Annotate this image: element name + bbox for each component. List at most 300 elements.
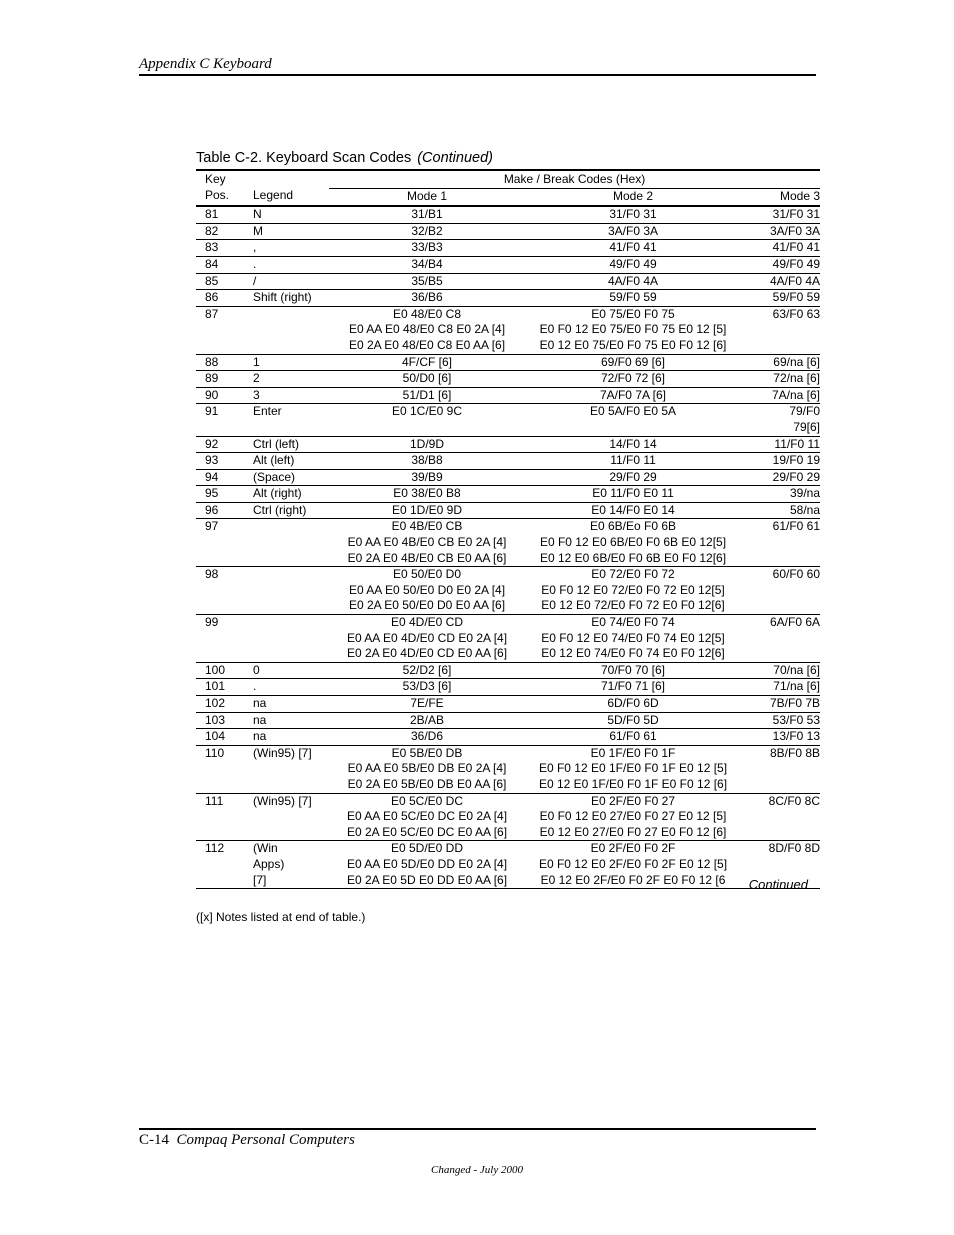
table-row — [196, 712, 820, 729]
key-position-cell: 88 — [196, 354, 253, 371]
mode1-line: E0 50/E0 D0 — [392, 567, 462, 582]
mode1-cell — [329, 696, 525, 713]
mode1-cell — [329, 223, 525, 240]
mode1-cell — [329, 729, 525, 746]
mode3-cell — [741, 745, 820, 793]
mode3-cell — [741, 436, 820, 453]
key-position-cell: 81 — [196, 206, 253, 223]
mode1-line: E0 AA E0 50/E0 D0 E0 2A [4] — [348, 582, 506, 597]
mode1-cell — [329, 290, 525, 307]
mode2-line: E0 F0 12 E0 72/E0 F0 72 E0 12[5] — [541, 582, 725, 597]
mode2-line: 14/F0 14 — [609, 436, 657, 451]
key-position-cell: 82 — [196, 223, 253, 240]
legend-line — [253, 567, 329, 583]
mode2-cell — [525, 502, 741, 519]
legend-cell — [253, 306, 329, 354]
mode3-cell — [741, 469, 820, 486]
table-row — [196, 567, 820, 615]
mode3-line: 63/F0 63 — [772, 306, 821, 321]
legend-line — [253, 519, 329, 535]
mode2-cell — [525, 223, 741, 240]
mode1-line: E0 2A E0 4B/E0 CB E0 AA [6] — [347, 550, 507, 565]
mode2-cell — [525, 436, 741, 453]
col-mode1: Mode 1 — [329, 188, 525, 206]
mode1-cell — [329, 371, 525, 388]
table-caption-text: . Keyboard Scan Codes — [258, 150, 412, 166]
mode3-line: 31/F0 31 — [772, 207, 821, 222]
mode1-line: E0 5C/E0 DC — [390, 793, 464, 808]
mode3-line: 39/na — [789, 486, 821, 501]
mode2-line: E0 F0 12 E0 2F/E0 F0 2F E0 12 [5] — [538, 856, 728, 871]
mode2-line: E0 74/E0 F0 74 — [591, 615, 675, 630]
mode1-line: 36/B6 — [411, 290, 443, 305]
mode1-cell — [329, 502, 525, 519]
table-notes: ([x] Notes listed at end of table.) — [196, 910, 366, 924]
mode1-line: E0 1D/E0 9D — [391, 502, 463, 517]
legend-cell — [253, 615, 329, 663]
legend-line: M — [253, 223, 263, 238]
mode1-line: E0 2A E0 48/E0 C8 E0 AA [6] — [348, 337, 506, 352]
legend-line: (Win95) [7] — [253, 793, 312, 808]
table-row — [196, 453, 820, 470]
legend-line: Ctrl (right) — [253, 502, 307, 517]
mode1-line: E0 AA E0 48/E0 C8 E0 2A [4] — [348, 322, 506, 337]
mode3-line: 29/F0 29 — [772, 469, 821, 484]
mode1-line: E0 2A E0 5D E0 DD E0 AA [6] — [346, 872, 508, 887]
key-position-cell: 111 — [196, 793, 253, 841]
col-key-bottom: Pos. — [196, 188, 253, 206]
mode1-line: 32/B2 — [411, 223, 443, 238]
table-row — [196, 206, 820, 223]
mode1-cell — [329, 256, 525, 273]
mode2-line: 6D/F0 6D — [607, 696, 659, 710]
col-legend: Legend — [253, 188, 329, 206]
legend-line: N — [253, 207, 262, 222]
mode3-cell — [741, 387, 820, 404]
legend-cell — [253, 387, 329, 404]
table-row — [196, 469, 820, 486]
mode2-line: E0 2F/E0 F0 2F — [590, 841, 676, 856]
mode3-line: 58/na — [789, 502, 821, 517]
legend-line: na — [253, 696, 267, 710]
key-position-cell: 86 — [196, 290, 253, 307]
mode2-line: E0 12 E0 75/E0 F0 75 E0 F0 12 [6] — [539, 337, 727, 352]
mode1-line: 7E/FE — [410, 696, 444, 710]
mode1-line: 4F/CF [6] — [401, 354, 452, 369]
mode1-cell — [329, 453, 525, 470]
legend-line: 2 — [253, 371, 260, 386]
table-row — [196, 502, 820, 519]
mode1-line: E0 38/E0 B8 — [393, 486, 461, 501]
mode3-cell — [741, 404, 820, 436]
mode1-line: E0 2A E0 5B/E0 DB E0 AA [6] — [347, 776, 507, 791]
mode3-cell — [741, 793, 820, 841]
mode1-cell — [329, 436, 525, 453]
mode2-cell — [525, 453, 741, 470]
mode3-cell — [741, 371, 820, 388]
key-position-cell: 85 — [196, 273, 253, 290]
legend-cell — [253, 256, 329, 273]
mode1-line: 39/B9 — [411, 469, 443, 484]
mode2-line: E0 F0 12 E0 1F/E0 F0 1F E0 12 [5] — [538, 761, 728, 776]
table-row — [196, 240, 820, 257]
mode2-line: E0 12 E0 74/E0 F0 74 E0 F0 12[6] — [541, 646, 725, 661]
legend-cell — [253, 712, 329, 729]
mode1-line: E0 1C/E0 9C — [391, 404, 463, 419]
table-row — [196, 223, 820, 240]
mode3-line: 7A/na [6] — [771, 387, 821, 402]
legend-cell — [253, 404, 329, 436]
mode1-cell — [329, 841, 525, 889]
mode2-cell — [525, 387, 741, 404]
legend-cell — [253, 469, 329, 486]
mode1-cell — [329, 615, 525, 663]
mode1-line: 35/B5 — [411, 273, 443, 288]
col-mode3: Mode 3 — [741, 188, 820, 206]
legend-cell — [253, 436, 329, 453]
table-row — [196, 273, 820, 290]
mode2-line: 59/F0 59 — [609, 290, 657, 305]
mode2-cell — [525, 745, 741, 793]
mode3-line: 49/F0 49 — [772, 256, 821, 271]
mode2-line: 29/F0 29 — [609, 469, 657, 484]
mode2-line: 3A/F0 3A — [607, 223, 659, 238]
mode1-line: E0 2A E0 5C/E0 DC E0 AA [6] — [346, 824, 508, 839]
mode1-line: 38/B8 — [411, 453, 443, 468]
scan-codes-table — [196, 169, 820, 889]
col-key-top: Key — [196, 170, 253, 188]
legend-line: . — [253, 679, 257, 694]
mode2-cell — [525, 306, 741, 354]
legend-line: 1 — [253, 354, 260, 369]
legend-cell — [253, 206, 329, 223]
mode2-line: 31/F0 31 — [609, 207, 657, 222]
legend-cell — [253, 696, 329, 713]
mode2-line: E0 75/E0 F0 75 — [591, 306, 675, 321]
mode3-line: 71/na [6] — [773, 679, 821, 694]
mode2-cell — [525, 615, 741, 663]
legend-line: Alt (right) — [253, 486, 302, 501]
key-position-cell: 96 — [196, 502, 253, 519]
mode1-line: E0 AA E0 4D/E0 CD E0 2A [4] — [346, 630, 508, 645]
key-position-cell: 93 — [196, 453, 253, 470]
mode3-cell — [741, 662, 820, 679]
key-position-cell: 98 — [196, 567, 253, 615]
mode2-line: 41/F0 41 — [609, 240, 657, 255]
mode2-line: 70/F0 70 [6] — [600, 662, 666, 677]
mode1-line: E0 4B/E0 CB — [391, 519, 463, 534]
mode2-line: E0 F0 12 E0 6B/E0 F0 6B E0 12[5] — [539, 535, 727, 550]
mode2-cell — [525, 240, 741, 257]
mode2-line: E0 6B/Eo F0 6B — [589, 519, 677, 534]
mode1-cell — [329, 745, 525, 793]
mode2-line: E0 F0 12 E0 74/E0 F0 74 E0 12[5] — [541, 630, 725, 645]
legend-cell — [253, 519, 329, 567]
legend-cell — [253, 662, 329, 679]
mode2-line: E0 12 E0 2F/E0 F0 2F E0 F0 12 [6 — [540, 872, 726, 887]
table-row — [196, 354, 820, 371]
mode3-cell — [741, 206, 820, 223]
table-row — [196, 615, 820, 663]
col-mode2: Mode 2 — [525, 188, 741, 206]
key-position-cell: 101 — [196, 679, 253, 696]
mode2-cell — [525, 371, 741, 388]
mode1-cell — [329, 519, 525, 567]
mode3-line: 6A/F0 6A — [769, 615, 821, 630]
table-row — [196, 486, 820, 503]
mode3-line: 79[6] — [793, 419, 821, 434]
table-row — [196, 387, 820, 404]
mode2-line: 49/F0 49 — [609, 256, 657, 271]
mode3-line: 8C/F0 8C — [768, 793, 821, 808]
table-row — [196, 371, 820, 388]
mode2-line: 71/F0 71 [6] — [600, 679, 666, 694]
mode3-line: 13/F0 13 — [772, 729, 821, 744]
mode2-cell — [525, 486, 741, 503]
key-position-cell: 94 — [196, 469, 253, 486]
key-position-cell: 99 — [196, 615, 253, 663]
legend-line — [253, 307, 329, 323]
mode1-cell — [329, 206, 525, 223]
table-row — [196, 696, 820, 713]
table-row — [196, 745, 820, 793]
continued-label: Continued — [748, 877, 808, 892]
mode1-cell — [329, 273, 525, 290]
mode1-cell — [329, 793, 525, 841]
mode1-line: 53/D3 [6] — [402, 679, 452, 694]
legend-cell — [253, 567, 329, 615]
mode3-cell — [741, 615, 820, 663]
mode2-cell — [525, 256, 741, 273]
legend-line: Ctrl (left) — [253, 436, 299, 451]
table-row — [196, 290, 820, 307]
mode1-line: 33/B3 — [411, 240, 443, 255]
key-position-cell: 110 — [196, 745, 253, 793]
mode1-line: E0 AA E0 5B/E0 DB E0 2A [4] — [347, 761, 507, 776]
key-position-cell: 100 — [196, 662, 253, 679]
mode1-line: E0 AA E0 5C/E0 DC E0 2A [4] — [346, 809, 508, 824]
footer-title: Compaq Personal Computers — [176, 1132, 355, 1148]
table-row — [196, 793, 820, 841]
legend-cell — [253, 486, 329, 503]
legend-cell — [253, 223, 329, 240]
mode2-line: E0 12 E0 72/E0 F0 72 E0 F0 12[6] — [541, 598, 725, 613]
legend-line: na — [253, 712, 267, 727]
mode3-line: 53/F0 53 — [772, 712, 821, 727]
mode2-line: 69/F0 69 [6] — [600, 354, 666, 369]
table-body — [196, 206, 820, 888]
mode2-cell — [525, 519, 741, 567]
mode3-line: 69/na [6] — [773, 354, 821, 369]
mode3-line: 60/F0 60 — [772, 567, 821, 582]
table-row — [196, 729, 820, 746]
legend-line: Enter — [253, 404, 282, 419]
mode2-cell — [525, 696, 741, 713]
mode3-cell — [741, 712, 820, 729]
table-caption — [196, 150, 493, 166]
mode3-line: 79/F0 — [789, 404, 821, 419]
mode3-cell — [741, 354, 820, 371]
mode2-cell — [525, 469, 741, 486]
legend-line: (Win95) [7] — [253, 745, 312, 760]
key-position-cell: 90 — [196, 387, 253, 404]
key-position-cell: 84 — [196, 256, 253, 273]
mode2-cell — [525, 793, 741, 841]
legend-line — [253, 615, 329, 631]
mode1-cell — [329, 679, 525, 696]
mode2-cell — [525, 712, 741, 729]
legend-cell — [253, 745, 329, 793]
mode3-line: 11/F0 11 — [774, 436, 821, 451]
legend-line: , — [253, 240, 257, 255]
mode3-line: 72/na [6] — [773, 371, 821, 386]
mode2-line: 4A/F0 4A — [607, 273, 659, 288]
key-position-cell: 87 — [196, 306, 253, 354]
mode1-line: E0 AA E0 4B/E0 CB E0 2A [4] — [347, 535, 507, 550]
mode2-line: 72/F0 72 [6] — [600, 371, 666, 386]
legend-cell — [253, 453, 329, 470]
legend-line: Alt (left) — [253, 453, 295, 468]
key-position-cell: 89 — [196, 371, 253, 388]
mode3-cell — [741, 256, 820, 273]
mode3-cell — [741, 273, 820, 290]
mode1-line: E0 2A E0 50/E0 D0 E0 AA [6] — [348, 598, 506, 613]
mode3-line: 41/F0 41 — [772, 240, 821, 255]
mode1-line: 36/D6 — [410, 729, 444, 744]
mode3-cell — [741, 240, 820, 257]
mode3-cell — [741, 502, 820, 519]
table-row — [196, 256, 820, 273]
mode1-cell — [329, 240, 525, 257]
mode1-cell — [329, 306, 525, 354]
legend-cell — [253, 371, 329, 388]
mode2-line: E0 72/E0 F0 72 — [591, 567, 675, 582]
key-position-cell: 92 — [196, 436, 253, 453]
table-row — [196, 679, 820, 696]
mode1-cell — [329, 662, 525, 679]
mode3-line: 8D/F0 8D — [768, 841, 821, 856]
mode1-line: E0 2A E0 4D/E0 CD E0 AA [6] — [346, 646, 508, 661]
mode1-cell — [329, 712, 525, 729]
revision-note: Changed - July 2000 — [431, 1164, 523, 1176]
legend-cell — [253, 502, 329, 519]
mode1-line: 34/B4 — [411, 256, 443, 271]
legend-cell — [253, 290, 329, 307]
mode2-line: E0 12 E0 27/E0 F0 27 E0 F0 12 [6] — [539, 824, 727, 839]
mode1-cell — [329, 486, 525, 503]
legend-line: . — [253, 256, 257, 271]
mode1-line: E0 5D/E0 DD — [390, 841, 464, 856]
running-header: Appendix C Keyboard — [139, 56, 272, 72]
mode2-cell — [525, 354, 741, 371]
mode2-cell — [525, 662, 741, 679]
mode2-line: E0 5A/F0 E0 5A — [589, 404, 677, 419]
mode2-line: E0 2F/E0 F0 27 — [590, 793, 676, 808]
mode1-line: 2B/AB — [409, 712, 445, 727]
mode3-cell — [741, 453, 820, 470]
mode1-cell — [329, 567, 525, 615]
mode3-line: 8B/F0 8B — [769, 745, 821, 760]
mode3-cell — [741, 567, 820, 615]
mode2-line: 11/F0 11 — [610, 453, 656, 468]
mode3-line: 70/na [6] — [773, 662, 821, 677]
mode1-line: E0 AA E0 5D/E0 DD E0 2A [4] — [346, 856, 508, 871]
mode2-line: 5D/F0 5D — [607, 712, 659, 727]
table-caption-label: Table C-2 — [196, 150, 259, 166]
key-position-cell: 103 — [196, 712, 253, 729]
mode2-cell — [525, 404, 741, 436]
mode2-cell — [525, 290, 741, 307]
running-footer — [139, 1132, 355, 1149]
legend-line: / — [253, 273, 257, 288]
mode3-cell — [741, 729, 820, 746]
mode2-cell — [525, 567, 741, 615]
key-position-cell: 91 — [196, 404, 253, 436]
mode2-line: 7A/F0 7A [6] — [599, 387, 667, 402]
legend-cell — [253, 240, 329, 257]
legend-cell — [253, 679, 329, 696]
col-legend-spacer — [253, 170, 329, 188]
mode3-cell — [741, 519, 820, 567]
page-number: C-14 — [139, 1132, 169, 1148]
mode1-line: E0 4D/E0 CD — [390, 615, 464, 630]
mode1-cell — [329, 469, 525, 486]
mode1-line: 1D/9D — [409, 436, 444, 451]
mode2-line: E0 12 E0 1F/E0 F0 1F E0 F0 12 [6] — [538, 776, 728, 791]
legend-line: na — [253, 729, 267, 744]
mode2-cell — [525, 206, 741, 223]
key-position-cell: 83 — [196, 240, 253, 257]
mode1-cell — [329, 387, 525, 404]
mode2-line: E0 F0 12 E0 75/E0 F0 75 E0 12 [5] — [539, 322, 727, 337]
mode1-line: 50/D0 [6] — [402, 371, 452, 386]
legend-cell — [253, 273, 329, 290]
mode3-cell — [741, 486, 820, 503]
table-row — [196, 436, 820, 453]
mode2-cell — [525, 273, 741, 290]
key-position-cell: 112 — [196, 841, 253, 889]
table-row — [196, 404, 820, 436]
mode2-line: E0 1F/E0 F0 1F — [590, 745, 676, 760]
legend-cell — [253, 354, 329, 371]
mode1-line: E0 48/E0 C8 — [392, 306, 462, 321]
mode3-cell — [741, 306, 820, 354]
mode2-line: 61/F0 61 — [609, 729, 657, 744]
mode1-line: E0 5B/E0 DB — [391, 745, 463, 760]
table-row — [196, 519, 820, 567]
table-row — [196, 306, 820, 354]
key-position-cell: 95 — [196, 486, 253, 503]
mode1-cell — [329, 354, 525, 371]
table-caption-continued: (Continued) — [417, 150, 493, 166]
mode1-line: 51/D1 [6] — [402, 387, 452, 402]
header-rule — [139, 74, 816, 76]
mode3-cell — [741, 223, 820, 240]
mode2-line: E0 11/F0 E0 11 — [592, 486, 674, 501]
legend-cell — [253, 793, 329, 841]
mode2-cell — [525, 841, 741, 889]
legend-line: (Space) — [253, 469, 296, 484]
mode2-cell — [525, 729, 741, 746]
footer-rule — [139, 1128, 816, 1130]
mode2-line: E0 12 E0 6B/E0 F0 6B E0 F0 12[6] — [539, 550, 727, 565]
mode3-line: 4A/F0 4A — [769, 273, 821, 288]
mode2-line: E0 F0 12 E0 27/E0 F0 27 E0 12 [5] — [539, 809, 727, 824]
mode3-line: 19/F0 19 — [772, 453, 821, 468]
legend-cell — [253, 729, 329, 746]
legend-cell — [253, 841, 329, 889]
mode2-cell — [525, 679, 741, 696]
